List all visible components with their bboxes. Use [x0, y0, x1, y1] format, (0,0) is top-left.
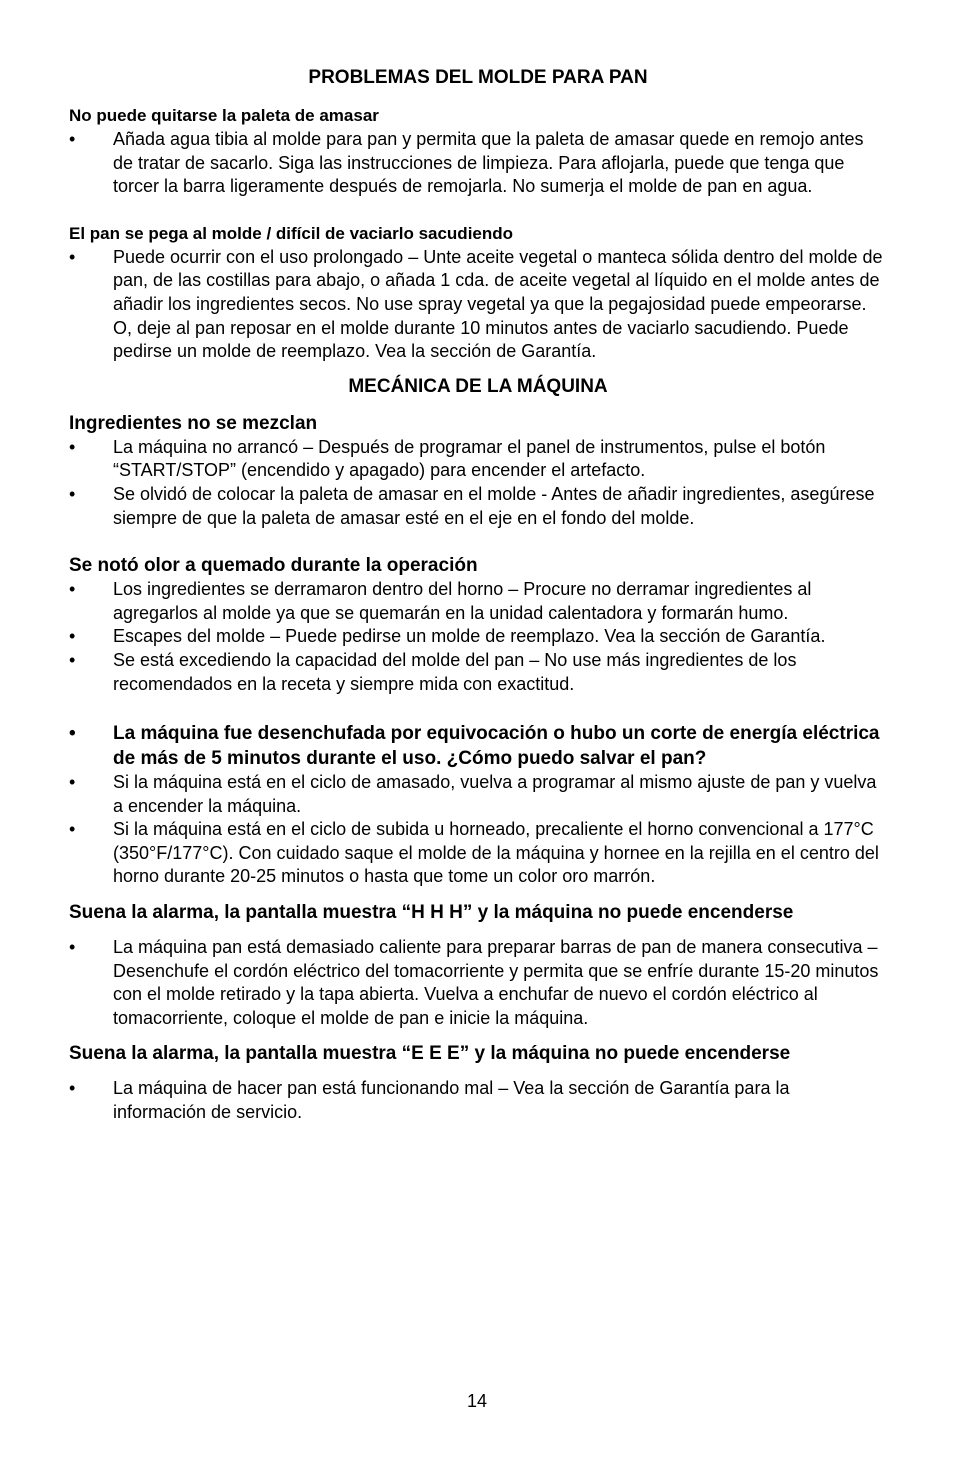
list-item: [69, 936, 887, 1030]
problem-list-sticks: [69, 246, 887, 364]
bullet-icon: •: [69, 649, 76, 670]
bullet-icon: •: [69, 129, 76, 149]
bullet-icon: •: [69, 819, 76, 840]
section-title-machine-mechanics: MECÁNICA DE LA MÁQUINA: [348, 375, 608, 397]
list-item-text: Añada agua tibia al molde para pan y permita que la paleta de amasar quede en remojo antes de tratar de sacarlo. Siga las instrucciones de limpieza. Para aflojarla, puede que tenga que torcer la barra ligeramente después de remojarla. No sumerja el molde de pan en agua.: [113, 129, 864, 197]
list-item: [69, 818, 887, 889]
list-item-text: La máquina fue desenchufada por equivocación o hubo un corte de energía eléctrica de más de 5 minutos durante el uso. ¿Cómo puedo salvar el pan?: [113, 723, 880, 770]
bullet-icon: •: [69, 937, 76, 958]
problem-heading-paddle: No puede quitarse la paleta de amasar: [69, 106, 379, 125]
list-item: [69, 771, 887, 818]
bullet-icon: •: [69, 723, 76, 745]
bullet-icon: •: [69, 772, 76, 793]
list-item: [69, 625, 887, 649]
list-item: [69, 246, 887, 364]
list-item: [69, 578, 887, 625]
list-item-text: Si la máquina está en el ciclo de amasado, vuelva a programar al mismo ajuste de pan y vuelva a encender la máquina.: [113, 772, 877, 816]
problem-list-power-outage: [69, 721, 887, 889]
problem-heading-power-outage: [69, 721, 887, 771]
bullet-icon: •: [69, 483, 76, 504]
list-item-text: Se está excediendo la capacidad del molde del pan – No use más ingredientes de los recomendados en la receta y siempre mida con exactitud.: [113, 649, 797, 694]
problem-list-paddle: [69, 128, 887, 199]
problem-list-not-mixing: [69, 436, 887, 530]
problem-list-burning-smell: [69, 578, 887, 696]
list-item-text: La máquina de hacer pan está funcionando mal – Vea la sección de Garantía para la información de servicio.: [113, 1078, 790, 1123]
problem-heading-hhh-alarm: Suena la alarma, la pantalla muestra “H H H” y la máquina no puede encenderse: [69, 902, 794, 924]
problem-heading-sticks: El pan se pega al molde / difícil de vaciarlo sacudiendo: [69, 223, 514, 243]
list-item: [69, 483, 887, 530]
list-item: [69, 128, 887, 199]
list-item-text: La máquina no arrancó – Después de programar el panel de instrumentos, pulse el botón “START/STOP” (encendido y apagado) para encender el artefacto.: [113, 436, 826, 481]
page-number: 14: [466, 1391, 488, 1411]
bullet-icon: •: [69, 626, 76, 647]
list-item-text: Si la máquina está en el ciclo de subida u horneado, precaliente el horno convencional a 177°C (350°F/177°C). Con cuidado saque el molde de la máquina y hornee en la rejilla en el centro del horno durante 20-25 minutos o hasta que tome un color oro marrón.: [113, 819, 879, 887]
problem-heading-burning-smell: Se notó olor a quemado durante la operación: [69, 555, 478, 577]
problem-list-eee-alarm: [69, 1077, 887, 1124]
list-item-text: Se olvidó de colocar la paleta de amasar en el molde - Antes de añadir ingredientes, asegúrese siempre de que la paleta de amasar esté en el eje en el fondo del molde.: [113, 483, 875, 528]
list-item-text: La máquina pan está demasiado caliente para preparar barras de pan de manera consecutiva – Desenchufe el cordón eléctrico del tomacorriente y permita que se enfríe durante 15-20 minutos con el molde retirado y la tapa abierta. Vuelva a enchufar de nuevo el cordón eléctrico al tomacorriente, coloque el molde de pan e inicie la máquina.: [113, 937, 879, 1028]
problem-list-hhh-alarm: [69, 936, 887, 1030]
list-item: [69, 1077, 887, 1124]
problem-heading-not-mixing: Ingredientes no se mezclan: [69, 412, 318, 434]
list-item-text: Puede ocurrir con el uso prolongado – Unte aceite vegetal o manteca sólida dentro del molde de pan, de las costillas para abajo, o añada 1 cda. de aceite vegetal al líquido en el molde antes de añadir los ingredientes secos. No use spray vegetal ya que la pegajosidad puede empeorarse. O, deje al pan reposar en el molde durante 10 minutos antes de vaciarlo sacudiendo. Puede pedirse un molde de reemplazo. Vea la sección de Garantía.: [113, 246, 883, 362]
problem-heading-eee-alarm: Suena la alarma, la pantalla muestra “E E E” y la máquina no puede encenderse: [69, 1043, 791, 1065]
list-item: [69, 436, 887, 483]
page-content: [69, 66, 887, 1125]
bullet-icon: •: [69, 246, 76, 267]
section-title-bread-pan: PROBLEMAS DEL MOLDE PARA PAN: [308, 67, 648, 88]
list-item-text: Escapes del molde – Puede pedirse un molde de reemplazo. Vea la sección de Garantía.: [113, 626, 826, 647]
list-item: [69, 649, 887, 696]
bullet-icon: •: [69, 1078, 76, 1099]
bullet-icon: •: [69, 579, 76, 600]
list-item-text: Los ingredientes se derramaron dentro del horno – Procure no derramar ingredientes al agregarlos al molde ya que se quemarán en la unidad calentadora y formarán humo.: [113, 579, 812, 623]
bullet-icon: •: [69, 436, 76, 457]
